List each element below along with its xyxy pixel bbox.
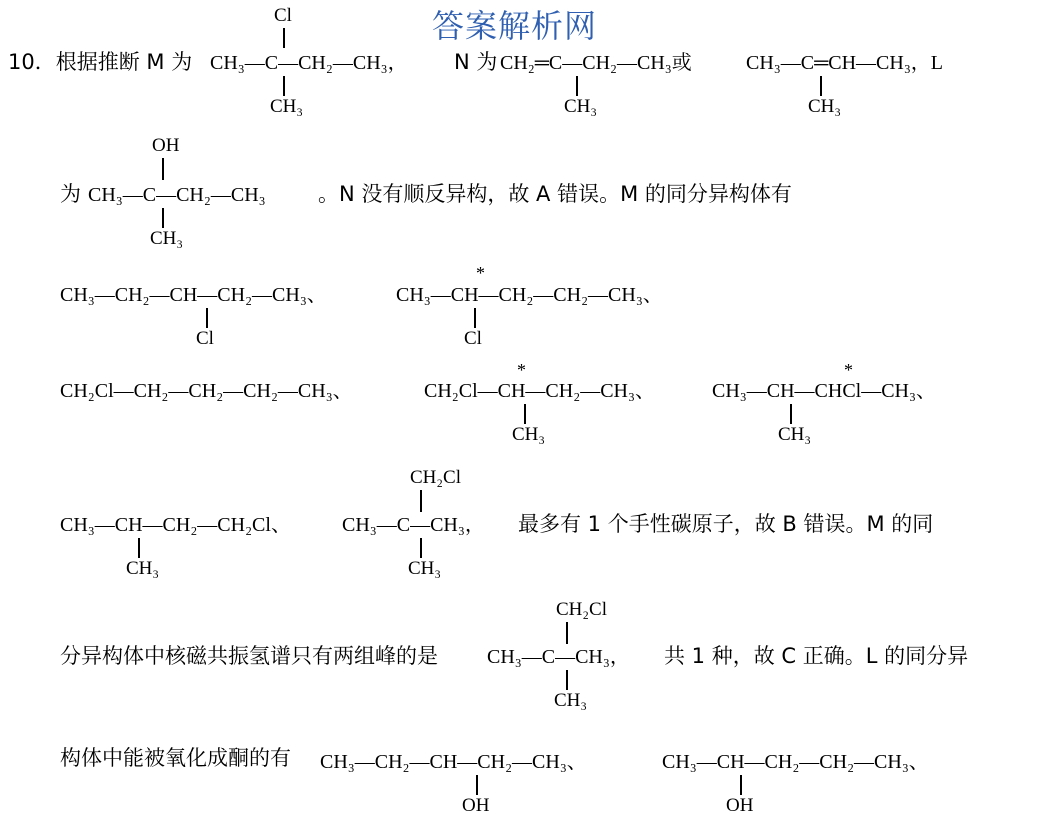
question-lead: 10．根据推断 M 为 xyxy=(8,50,193,74)
isomer-4: CH₂Cl—CH—CH₂—CH₃、 xyxy=(424,380,655,402)
alcohol-2-bond xyxy=(740,775,742,795)
watermark-text: 答案解析网 xyxy=(432,7,598,45)
isomer-2-chiral-star: * xyxy=(476,263,485,283)
isomer-7: CH₃—C—CH₃， xyxy=(342,514,485,536)
m-bottom-bond xyxy=(283,76,285,96)
n-a-bottom-bond xyxy=(576,76,578,96)
m-top-bond xyxy=(283,28,285,48)
isomer-7-top-bond xyxy=(420,490,422,512)
l-top-bond xyxy=(162,158,164,180)
l-formula: CH₃—C—CH₂—CH₃ xyxy=(88,184,266,206)
alcohol-1-bond xyxy=(476,775,478,795)
isomer-1-substituent: Cl xyxy=(196,328,214,349)
isomer-5: CH₃—CH—CHCl—CH₃、 xyxy=(712,380,936,402)
nmr-isomer-top-bond xyxy=(566,622,568,644)
n-b-bottom-bond xyxy=(820,76,822,96)
l-top-substituent: OH xyxy=(152,135,180,156)
isomer-6-substituent: CH₃ xyxy=(126,558,160,579)
l-lead: 为 xyxy=(60,182,81,206)
alcohol-1: CH₃—CH₂—CH—CH₂—CH₃、 xyxy=(320,751,587,773)
nmr-isomer-bottom-substituent: CH₃ xyxy=(554,690,588,711)
alcohol-2-substituent: OH xyxy=(726,795,754,816)
nmr-isomer-formula: CH₃—C—CH₃， xyxy=(487,646,630,668)
isomer-5-bond xyxy=(790,404,792,424)
m-formula: CH₃—C—CH₂—CH₃， xyxy=(210,52,408,74)
isomer-5-chiral-star: * xyxy=(844,360,853,380)
isomer-4-substituent: CH₃ xyxy=(512,424,546,445)
isomer-5-substituent: CH₃ xyxy=(778,424,812,445)
n-a-bottom-substituent: CH₃ xyxy=(564,96,598,117)
nmr-isomer-bottom-bond xyxy=(566,670,568,690)
line6-text-b: 共 1 种，故 C 正确。L 的同分异 xyxy=(664,644,969,668)
n-label: N 为 xyxy=(454,50,498,74)
l-bottom-bond xyxy=(162,208,164,228)
line5-text: 最多有 1 个手性碳原子，故 B 错误。M 的同 xyxy=(518,512,934,536)
nmr-isomer-top-substituent: CH₂Cl xyxy=(556,599,607,620)
isomer-2: CH₃—CH—CH₂—CH₂—CH₃、 xyxy=(396,284,663,306)
isomer-1-bond xyxy=(206,308,208,328)
isomer-1: CH₃—CH₂—CH—CH₂—CH₃、 xyxy=(60,284,327,306)
alcohol-2: CH₃—CH—CH₂—CH₂—CH₃、 xyxy=(662,751,929,773)
isomer-7-top-substituent: CH₂Cl xyxy=(410,467,461,488)
isomer-6-bond xyxy=(138,538,140,558)
isomer-4-bond xyxy=(524,404,526,424)
line6-text-a: 分异构体中核磁共振氢谱只有两组峰的是 xyxy=(60,644,438,668)
m-bottom-substituent: CH₃ xyxy=(270,96,304,117)
alcohol-1-substituent: OH xyxy=(462,795,490,816)
isomer-2-bond xyxy=(474,308,476,328)
line7-text: 构体中能被氧化成酮的有 xyxy=(60,746,291,770)
isomer-4-chiral-star: * xyxy=(517,360,526,380)
isomer-2-substituent: Cl xyxy=(464,328,482,349)
n-formula-a: CH₂═C—CH₂—CH₃或 xyxy=(500,52,692,74)
line2-text: 。N 没有顺反异构，故 A 错误。M 的同分异构体有 xyxy=(318,182,792,206)
isomer-3: CH₂Cl—CH₂—CH₂—CH₂—CH₃、 xyxy=(60,380,353,402)
l-bottom-substituent: CH₃ xyxy=(150,228,184,249)
n-b-bottom-substituent: CH₃ xyxy=(808,96,842,117)
isomer-7-bottom-substituent: CH₃ xyxy=(408,558,442,579)
isomer-6: CH₃—CH—CH₂—CH₂Cl、 xyxy=(60,514,291,536)
n-formula-b: CH₃—C═CH—CH₃，L xyxy=(746,52,944,74)
m-top-substituent: Cl xyxy=(274,5,292,26)
isomer-7-bottom-bond xyxy=(420,538,422,558)
